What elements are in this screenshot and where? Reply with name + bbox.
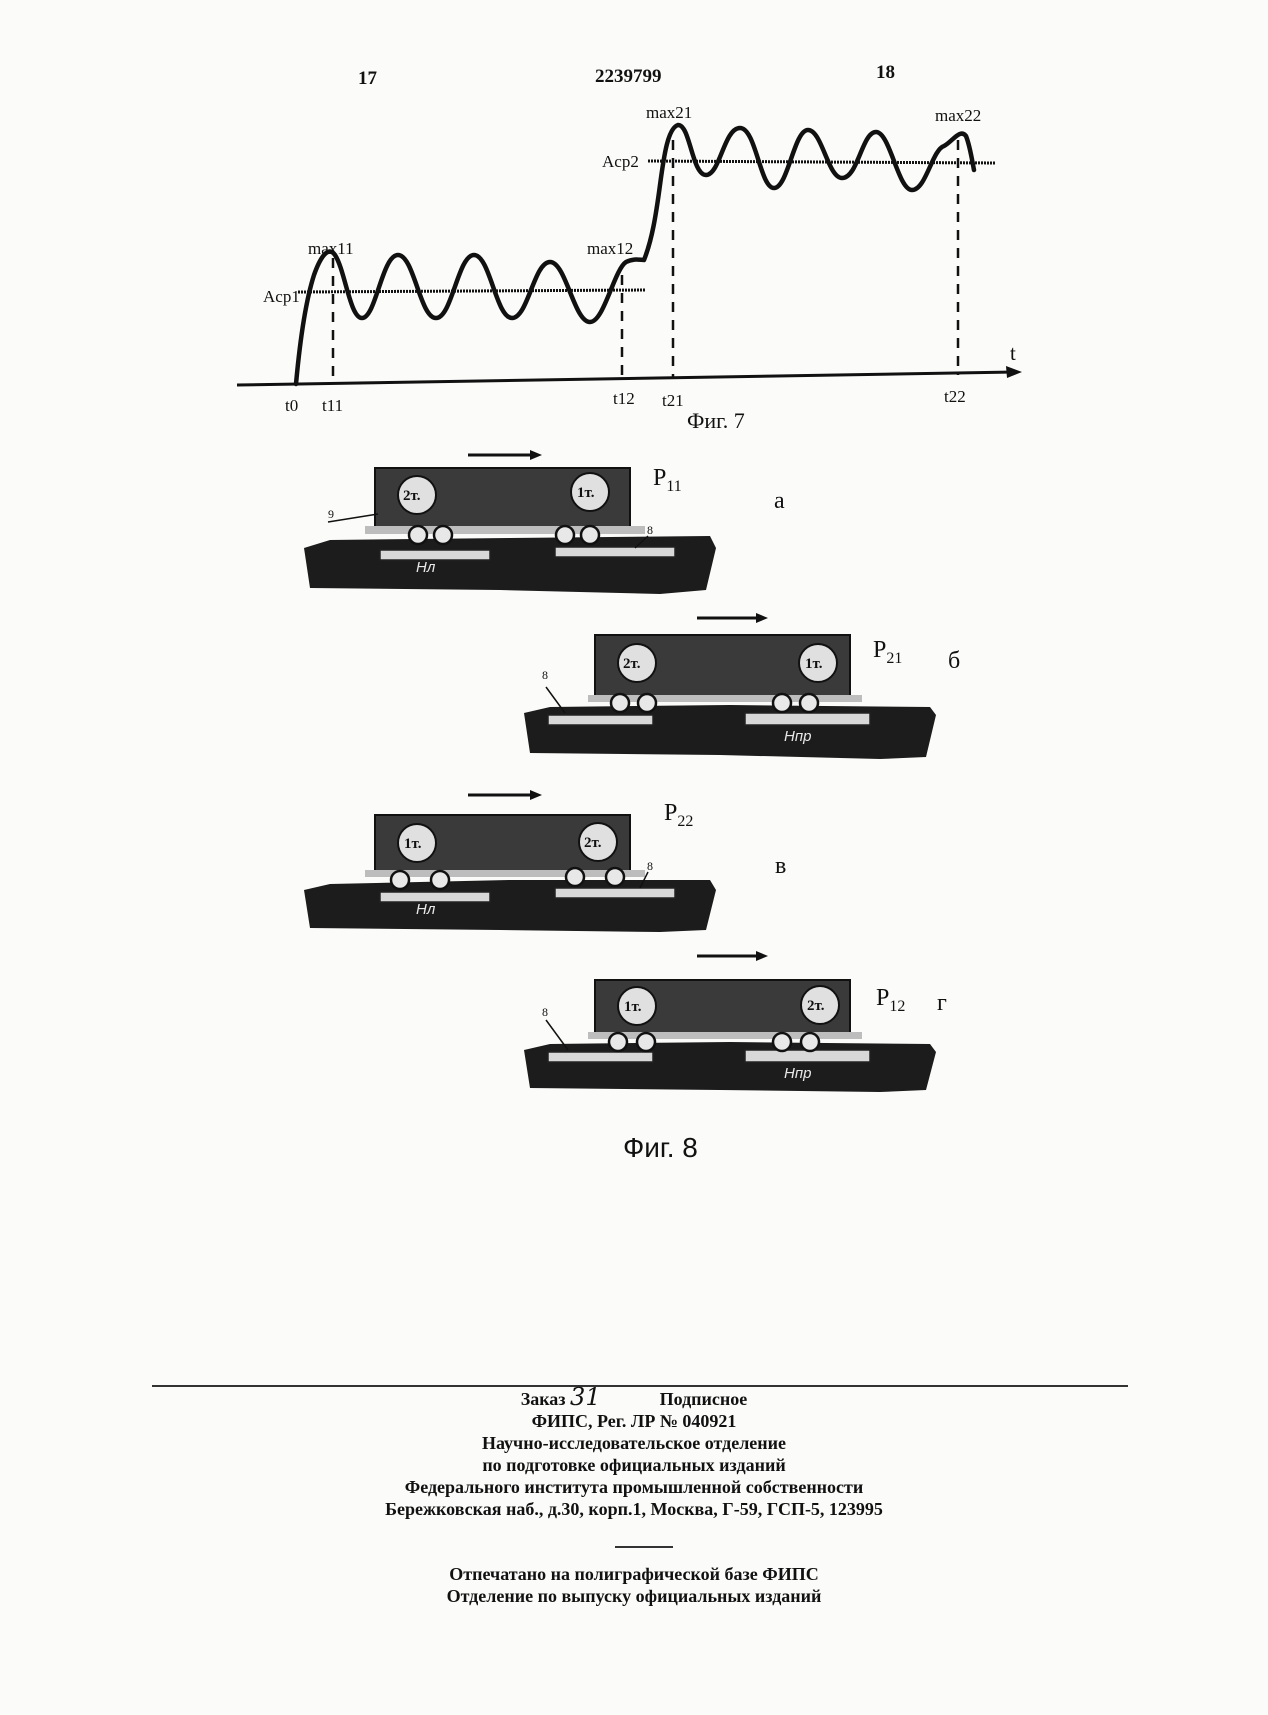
footer-line-2: ФИПС, Рег. ЛР № 040921: [531, 1411, 737, 1431]
wheel: [606, 868, 624, 886]
load-right-text: 2т.: [807, 998, 825, 1014]
motion-arrowhead: [756, 951, 768, 961]
scene-c-letter: в: [775, 853, 787, 879]
patent-number: 2239799: [595, 66, 662, 87]
scene-d-letter: г: [937, 990, 947, 1016]
wheel: [800, 694, 818, 712]
wheel: [801, 1033, 819, 1051]
p21-label: $P_{21}$: [873, 637, 903, 667]
label-max21: max21: [646, 103, 693, 122]
ground: [304, 536, 716, 594]
footer-line-3: Научно-исследовательское отделение: [481, 1433, 787, 1453]
wheel: [773, 694, 791, 712]
label-t0: t0: [285, 396, 299, 415]
wagon-deck: [365, 526, 645, 534]
label-axis-t: t: [1010, 341, 1016, 365]
sensor-8: [555, 547, 675, 557]
footer-line-4: по подготовке официальных изданий: [482, 1455, 786, 1475]
scene-b: [520, 605, 940, 765]
footer-line-5: Федерального института промышленной собственности: [404, 1477, 864, 1497]
ground: [524, 705, 936, 759]
wheel: [611, 694, 629, 712]
wheel: [773, 1033, 791, 1051]
figure-7-caption: Фиг. 7: [687, 408, 745, 433]
p12-label: $P_{12}$: [876, 985, 906, 1015]
time-axis-arrowhead: [1006, 366, 1022, 378]
ground: [524, 1042, 936, 1092]
load-left-text: 1т.: [624, 999, 642, 1015]
scene-a: [300, 440, 720, 600]
label-acp2: Acp2: [602, 152, 639, 171]
ref-8: 8: [542, 668, 548, 682]
figure-7-graph: [0, 0, 1268, 450]
footer-order-line: Заказ 31 Подписное: [520, 1383, 748, 1411]
scene-c: [300, 780, 720, 940]
motion-arrowhead: [530, 790, 542, 800]
wheel: [566, 868, 584, 886]
label-t22: t22: [944, 387, 966, 406]
sensor-8: [548, 715, 653, 725]
wheel: [431, 871, 449, 889]
average-line-1: [298, 290, 645, 292]
wheel: [391, 871, 409, 889]
load-right-text: 1т.: [805, 656, 823, 672]
sensor-8: [548, 1052, 653, 1062]
wheel: [434, 526, 452, 544]
label-t21: t21: [662, 391, 684, 410]
label-max11: max11: [308, 239, 354, 258]
ref-8: 8: [647, 523, 653, 537]
wheel: [556, 526, 574, 544]
sensor-8: [555, 888, 675, 898]
label-t12: t12: [613, 389, 635, 408]
ground-label: Нпр: [784, 728, 812, 745]
left-page-number: 17: [358, 68, 377, 89]
footer-short-rule: [615, 1546, 673, 1548]
load-left-text: 1т.: [404, 836, 422, 852]
ref-8: 8: [542, 1005, 548, 1019]
figure-8-caption: Фиг. 8: [623, 1132, 698, 1163]
label-max22: max22: [935, 106, 982, 125]
scene-b-letter: б: [948, 648, 961, 674]
footer-line-6: Бережковская наб., д.30, корп.1, Москва, Г-59, ГСП-5, 123995: [385, 1499, 883, 1519]
load-left-text: 2т.: [403, 488, 421, 504]
label-max12: max12: [587, 239, 634, 258]
load-right-text: 1т.: [577, 485, 595, 501]
motion-arrowhead: [530, 450, 542, 460]
average-line-2: [648, 161, 996, 163]
motion-arrowhead: [756, 613, 768, 623]
scene-d: [520, 940, 940, 1100]
load-left-text: 2т.: [623, 656, 641, 672]
p11-label: $P_{11}$: [653, 465, 682, 495]
right-page-number: 18: [876, 62, 895, 83]
wheel: [638, 694, 656, 712]
order-number: 31: [570, 1383, 601, 1411]
wheel: [409, 526, 427, 544]
load-right-text: 2т.: [584, 835, 602, 851]
ref-line-9: [328, 514, 378, 522]
ground-label: Нл: [416, 901, 436, 918]
p22-label: $P_{22}$: [664, 800, 694, 830]
sensor-right: [745, 713, 870, 725]
ground-label: Нпр: [784, 1065, 812, 1082]
footer-line-8: Отделение по выпуску официальных изданий: [446, 1586, 822, 1606]
label-acp1: Acp1: [263, 287, 300, 306]
ref-8: 8: [647, 859, 653, 873]
footer-line-7: Отпечатано на полиграфической базе ФИПС: [449, 1564, 819, 1584]
wheel: [609, 1033, 627, 1051]
ref-9: 9: [328, 507, 334, 521]
wheel: [581, 526, 599, 544]
ground-label: Нл: [416, 559, 436, 576]
label-t11: t11: [322, 396, 344, 415]
time-axis: [237, 372, 1015, 385]
wheel: [637, 1033, 655, 1051]
scene-a-letter: а: [774, 488, 785, 514]
wagon-deck: [588, 1032, 862, 1039]
